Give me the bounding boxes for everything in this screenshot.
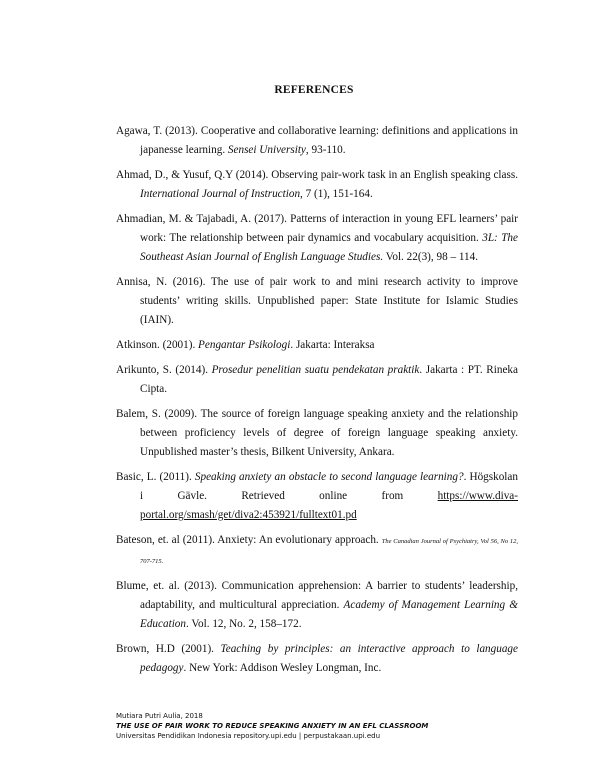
reference-list (116, 122, 518, 684)
page-footer (116, 711, 428, 741)
reference-entry: Atkinson. (2001). Pengantar Psikologi. Jakarta: Interaksa (116, 339, 375, 351)
reference-entry: Brown, H.D (2001). Teaching by principles: an interactive approach to language pedagogy. New York: Addison Wesley Longman, Inc. (116, 643, 518, 674)
page-title: REFERENCES (274, 84, 354, 96)
reference-entry: Annisa, N. (2016). The use of pair work to and mini research activity to improve students’ writing skills. Unpublished paper: State Institute for Islamic Studies (IAIN). (116, 276, 518, 326)
reference-entry: Arikunto, S. (2014). Prosedur penelitian suatu pendekatan praktik. Jakarta : PT. Rineka Cipta. (116, 364, 518, 395)
reference-entry: Agawa, T. (2013). Cooperative and collaborative learning: definitions and applications in japanesse learning. Sensei University, 93-110. (116, 125, 518, 156)
reference-entry: Blume, et. al. (2013). Communication apprehension: A barrier to students’ leadership, adaptability, and multicultural appreciation. Academy of Management Learning & Education. Vol. 12, No. 2, 158–172. (116, 580, 518, 630)
footer-repository: Universitas Pendidikan Indonesia repository.upi.edu | perpustakaan.upi.edu (116, 732, 381, 740)
reference-entry: Balem, S. (2009). The source of foreign language speaking anxiety and the relationship between proficiency levels of degree of foreign language speaking anxiety. Unpublished master’s thesis, Bilkent University, Ankara. (116, 408, 518, 458)
footer-author: Mutiara Putri Aulia, 2018 (116, 712, 203, 720)
reference-entry: Ahmad, D., & Yusuf, Q.Y (2014). Observing pair-work task in an English speaking class. International Journal of Instruction, 7 (1), 151-164. (116, 169, 518, 200)
reference-entry: Ahmadian, M. & Tajabadi, A. (2017). Patterns of interaction in young EFL learners’ pair work: The relationship between pair dynamics and vocabulary acquisition. 3L: The Southeast Asian Journal of English Language Studies. Vol. 22(3), 98 – 114. (116, 213, 518, 263)
footer-thesis-title: THE USE OF PAIR WORK TO REDUCE SPEAKING ANXIETY IN AN EFL CLASSROOM (116, 722, 429, 730)
reference-link[interactable]: https://www.diva-portal.org/smash/get/diva2:453921/fulltext01.pd (140, 490, 518, 521)
reference-entry: Basic, L. (2011). Speaking anxiety an obstacle to second language learning?. Högskolan i Gävle. Retrieved online from https://www.diva-portal.org/smash/get/diva2:453921/fulltext01.pd (116, 471, 518, 521)
reference-entry: Bateson, et. al (2011). Anxiety: An evolutionary approach. The Canadian Journal of Psychiatry, Vol 56, No 12, 707-715. (116, 534, 519, 565)
